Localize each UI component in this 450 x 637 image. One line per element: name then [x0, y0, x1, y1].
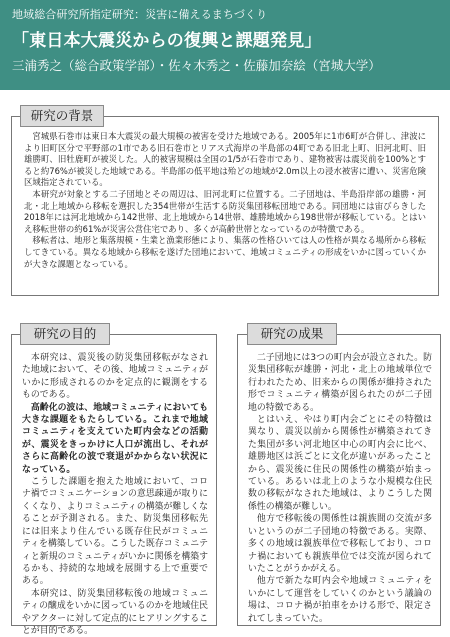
- authors: 三浦秀之（総合政策学部）・佐々木秀之・佐藤加奈絵（宮城大学）: [12, 58, 381, 73]
- purpose-paragraph-3: こうした課題を抱えた地域において、コロナ禍でコミュニケーションの意思疎通が取りにくくなり、よりコミュニティの構築が難しくなることが予測される。また、防災集団移転先には旧来より住んでいる既存住民がコミュニティを構築している。こうした既存コミュニティと新規のコミュニティがいかに関係を構築するかも、持続的な地域を展開する上で重要である。: [22, 477, 208, 587]
- background-paragraph-2: 本研究が対象とする二子団地とその周辺は、旧河北町に位置する。二子団地は、半島沿岸部の雄勝・河北・北上地域から移転を選択した354世帯が生活する防災集団移転団地である。同団地には宙びらきした2018年には河北地域から142世帯、北上地域から14世帯、雄勝地域から198世帯が移転している。とはいえ移転世帯の約61%が災害公営住宅であり、多くが高齢世帯となっているのが特徴である。: [24, 188, 426, 234]
- purpose-paragraph-2: 高齢化の波は、地域コミュニティにおいても大きな課題をもたらしている。これまで地域コミュニティを支えていた町内会などの活動が、震災をきっかけに人口が流出し、それがさらに高齢化の波で衰退がかからない状況になっている。: [22, 402, 208, 475]
- results-paragraph-2: とはいえ、やはり町内会ごとにその特徴は異なり、震災以前から関係性が構築されてきた集団が多い河北地区中心の町内会に比べ、雄勝地区は浜ごとに文化が違いがあったことから、震災後に住民の関係性の構築が始まっている。あるいは北上のような小規模な住民数の移転がなされた地域は、よりこうした関係性の構築が難しい。: [248, 415, 432, 512]
- purpose-paragraph-4: 本研究は、防災集団移転後の地域コミュニティの醸成をいかに図っているのかを地域住民やアクターに対して定点的にヒアリングすることが目的である。: [22, 588, 208, 636]
- results-body: [248, 352, 432, 625]
- background-paragraph-3: 移転者は、地形と集落規模・生業と漁業形態により、集落の性格ひいては人の性格が異なる場所から移転してきている。異なる地域から移転を遂げた団地において、地域コミュニティの形成をいかに図っていくかが大きな課題となっている。: [24, 235, 427, 269]
- results-paragraph-1: 二子団地には3つの町内会が設立された。防災集団移転が雄勝・河北・北上の地域単位で行われたため、旧来からの関係が維持された形でコミュニティ構築が図られたのが二子団地の特徴である。: [248, 353, 432, 413]
- background-paragraph-1: 宮城県石巻市は東日本大震災の最大規模の被害を受けた地域である。2005年に1市6町が合併し、津波により旧町区分で平野部の1市である旧石巻市とリアス式海岸の半島部の4町である旧北上町、旧河北町、旧雄勝町、旧牡鹿町が被災した。人的被害規模は全国の1/5が石巻市であり、建物被害は震災前を100%とすると約76%が被災した地域である。半島部の低平地は殆どの地域が2.0m以上の浸水被害に遭い、災害危険区域指定されている。: [24, 131, 426, 188]
- header-banner: [0, 0, 450, 90]
- background-heading: 研究の背景: [20, 105, 104, 127]
- results-section: [237, 334, 441, 626]
- purpose-section: [11, 334, 217, 636]
- purpose-paragraph-1: 本研究は、震災後の防災集団移転がなされた地域において、その後、地域コミュニティがいかに形成されるのかを定点的に観測をするものである。: [22, 353, 208, 401]
- background-section: [11, 116, 439, 296]
- purpose-heading: 研究の目的: [20, 323, 110, 345]
- results-paragraph-4: 他方で新たな町内会や地域コミュニティをいかにして運営をしていくのかという議論の場は、コロナ禍が拍車をかける形で、限定されてしまっていた。: [248, 576, 432, 624]
- results-heading: 研究の成果: [247, 323, 337, 345]
- results-paragraph-3: 他方で移転後の関係性は親族間の交流が多いというのが二子団地の特徴である。実際、多くの地域は親族単位で移転しており、コロナ禍においても親族単位では交流が図られていたことがうかがえる。: [248, 514, 432, 574]
- background-body: [24, 131, 426, 270]
- project-subtitle: 地域総合研究所指定研究：災害に備えるまちづくり: [12, 8, 268, 21]
- poster-title: 「東日本大震災からの復興と課題発見」: [12, 31, 322, 51]
- purpose-body: [22, 352, 208, 637]
